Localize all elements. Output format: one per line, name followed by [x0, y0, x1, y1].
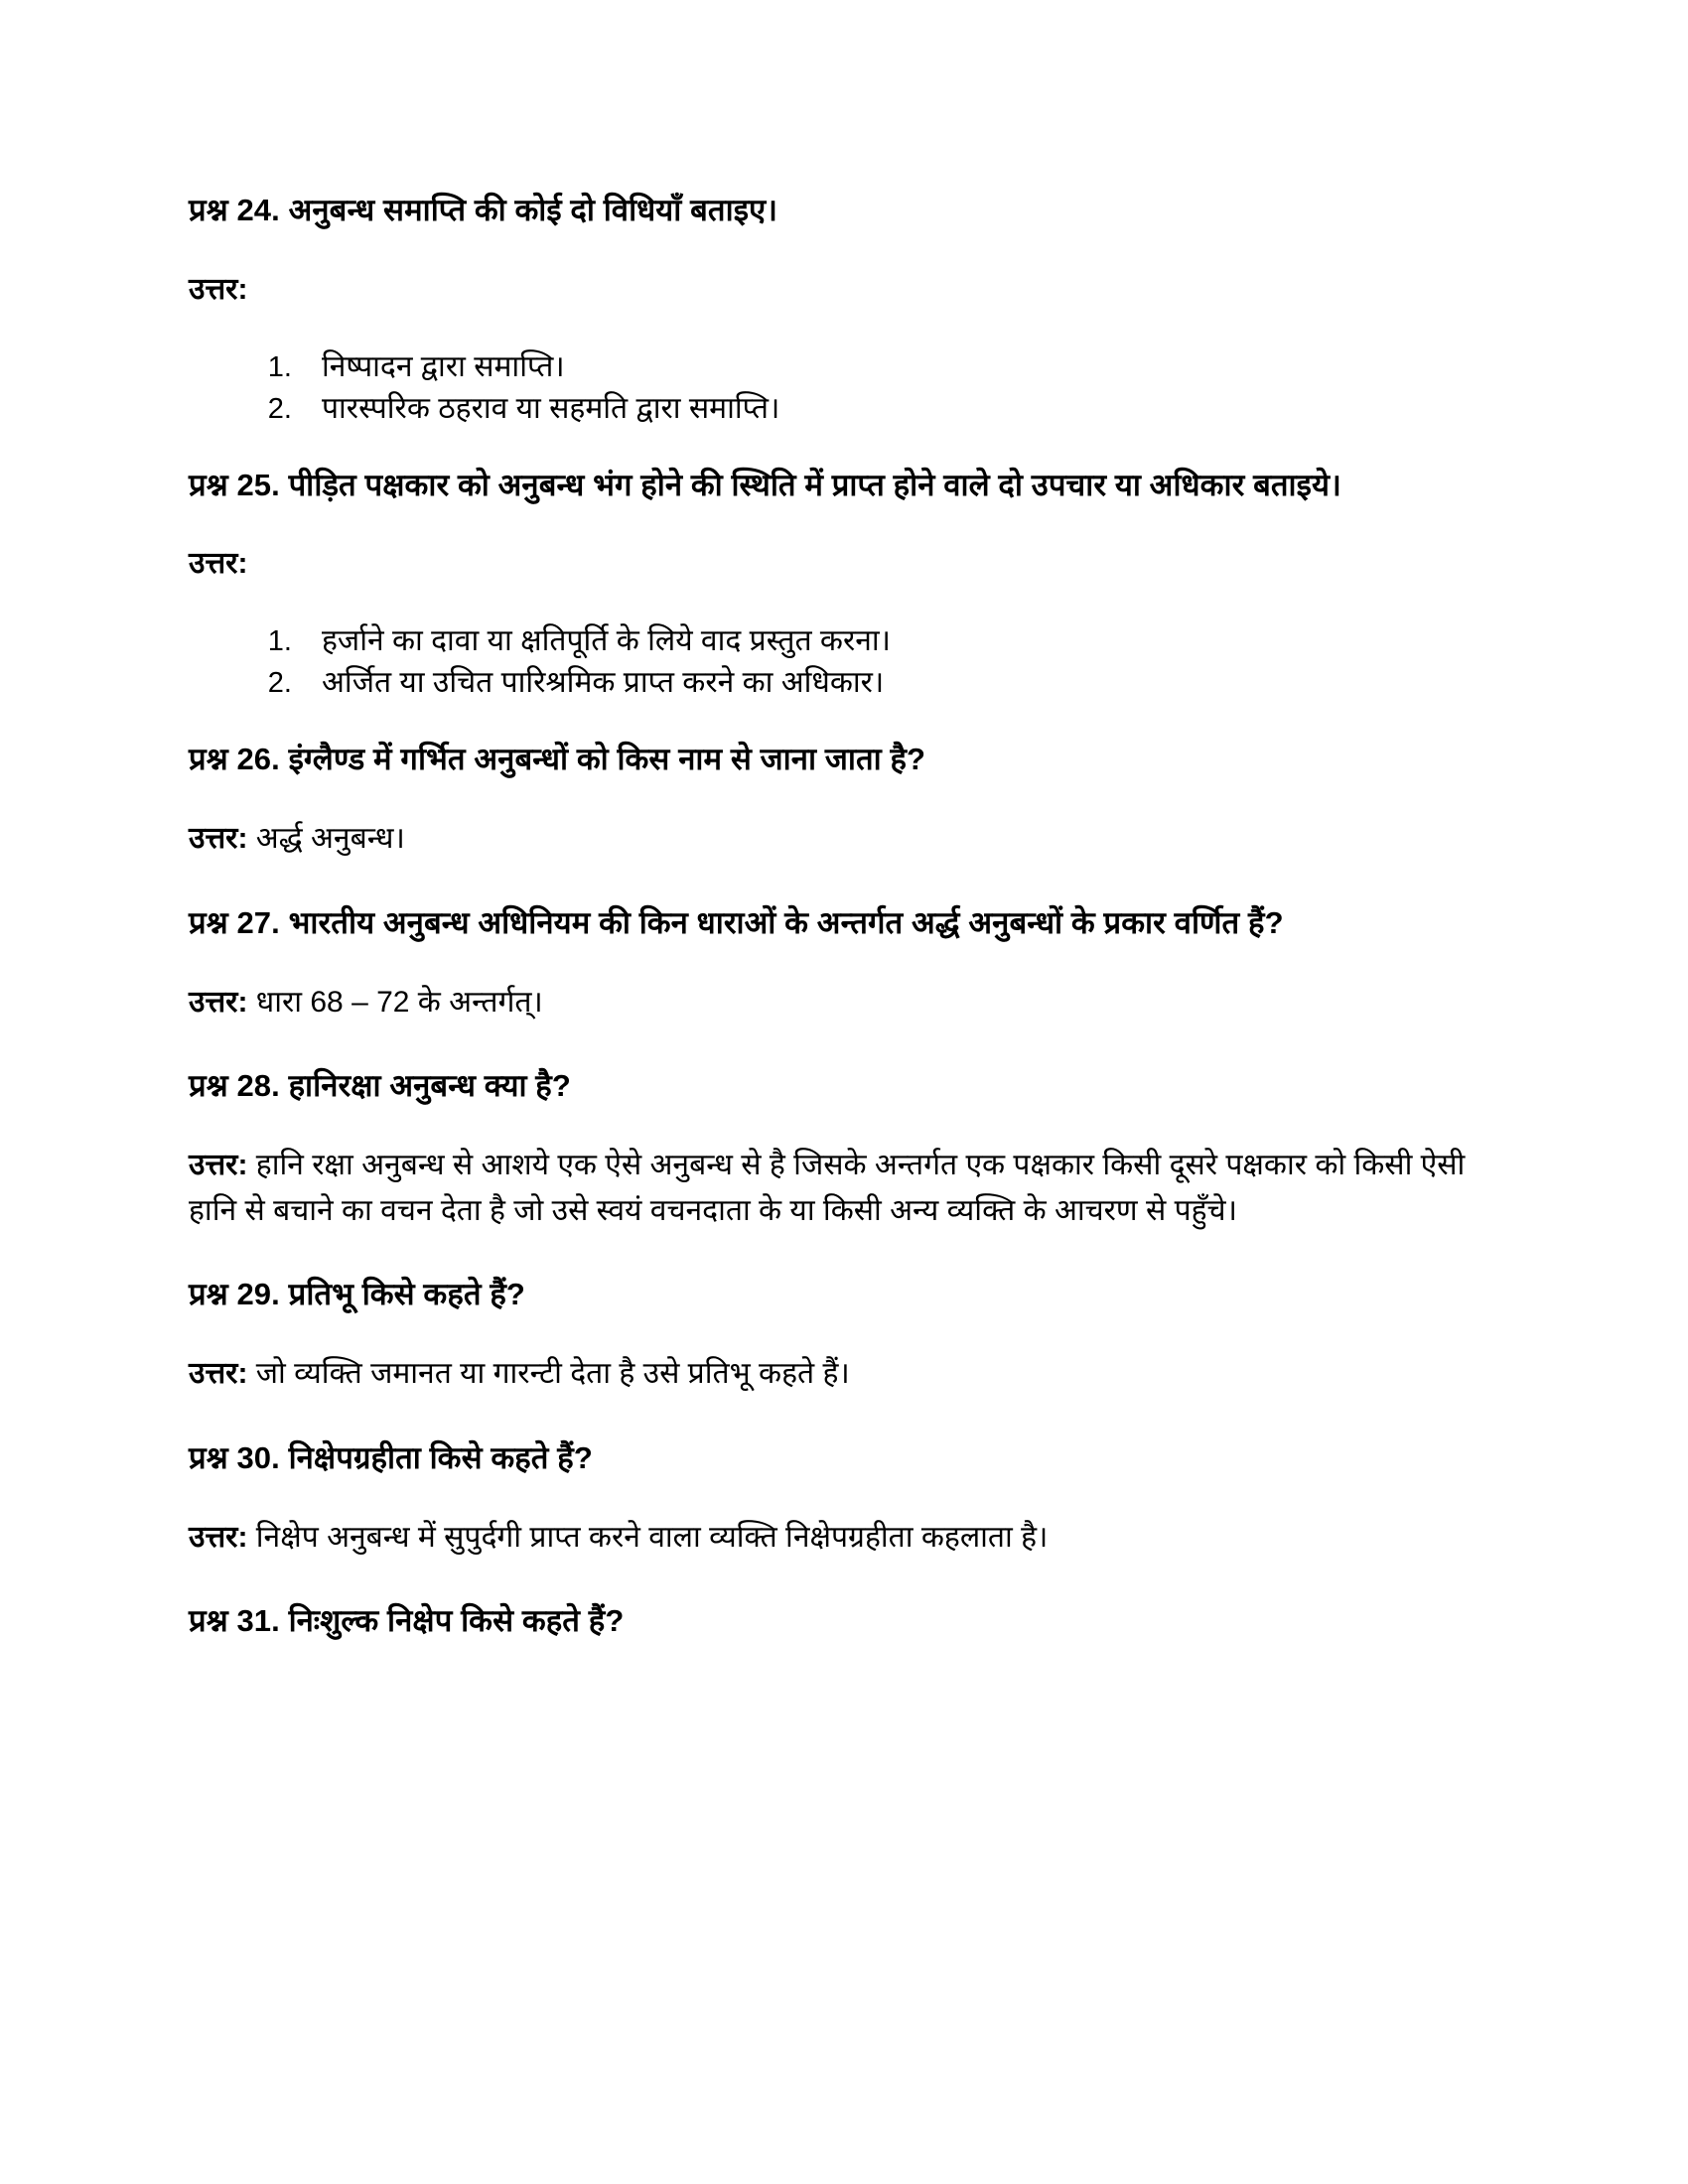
- qa-block-31: [189, 1599, 1499, 1644]
- answer-text-line: [189, 1351, 1499, 1397]
- answer-label-line: [189, 267, 1499, 313]
- list-item: 2. पारस्परिक ठहराव या सहमति द्वारा समाप्ति।: [300, 388, 1499, 430]
- answer-label: उत्तर:: [189, 272, 248, 306]
- answer-body: निक्षेप अनुबन्ध में सुपुर्दगी प्राप्त करने वाला व्यक्ति निक्षेपग्रहीता कहलाता है।: [255, 1520, 1049, 1554]
- answer-label: उत्तर:: [189, 547, 248, 581]
- qa-block-24: [189, 189, 1499, 430]
- answer-list: [189, 346, 1499, 430]
- qa-block-27: [189, 901, 1499, 1025]
- question-heading: प्रश्न 31. निःशुल्क निक्षेप किसे कहते हैं?: [189, 1603, 625, 1639]
- question-heading: प्रश्न 27. भारतीय अनुबन्ध अधिनियम की किन धाराओं के अन्तर्गत अर्द्ध अनुबन्धों के प्रकार वर्णित हैं?: [189, 904, 1284, 940]
- answer-label: उत्तर:: [189, 822, 248, 855]
- qa-block-25: [189, 464, 1499, 705]
- answer-text-line: [189, 980, 1499, 1025]
- document-content: [189, 189, 1499, 1644]
- question-heading: प्रश्न 28. हानिरक्षा अनुबन्ध क्या है?: [189, 1068, 571, 1104]
- qa-block-29: [189, 1273, 1499, 1397]
- answer-label: उत्तर:: [189, 1149, 248, 1182]
- answer-body: अर्द्ध अनुबन्ध।: [255, 822, 405, 855]
- answer-text-line: [189, 1515, 1499, 1561]
- answer-body: हानि रक्षा अनुबन्ध से आशये एक ऐसे अनुबन्ध से है जिसके अन्तर्गत एक पक्षकार किसी दूसरे पक्षकार को किसी ऐसी हानि से बचाने का वचन देता है जो उसे स्वयं वचनदाता के या किसी अन्य व्यक्ति के आचरण से पहुँचे।: [189, 1149, 1466, 1227]
- question-heading: प्रश्न 25. पीड़ित पक्षकार को अनुबन्ध भंग होने की स्थिति में प्राप्त होने वाले दो उपचार या अधिकार बताइये।: [189, 467, 1341, 502]
- answer-label: उत्तर:: [189, 1357, 248, 1391]
- answer-body: धारा 68 – 72 के अन्तर्गत्।: [255, 985, 543, 1019]
- qa-block-26: [189, 738, 1499, 862]
- answer-text-line: [189, 816, 1499, 862]
- qa-block-28: [189, 1064, 1499, 1233]
- list-item: 2. अर्जित या उचित पारिश्रमिक प्राप्त करने का अधिकार।: [300, 662, 1499, 704]
- question-heading: प्रश्न 26. इंग्लैण्ड में गर्भित अनुबन्धों को किस नाम से जाना जाता है?: [189, 742, 926, 777]
- question-heading: प्रश्न 29. प्रतिभू किसे कहते हैं?: [189, 1277, 525, 1312]
- answer-list: [189, 620, 1499, 704]
- answer-label: उत्तर:: [189, 1520, 248, 1554]
- qa-block-30: [189, 1436, 1499, 1561]
- answer-body: जो व्यक्ति जमानत या गारन्टी देता है उसे प्रतिभू कहते हैं।: [255, 1357, 850, 1391]
- list-item: 1. निष्पादन द्वारा समाप्ति।: [300, 346, 1499, 388]
- list-item: 1. हर्जाने का दावा या क्षतिपूर्ति के लिये वाद प्रस्तुत करना।: [300, 620, 1499, 662]
- answer-text-line: [189, 1143, 1499, 1233]
- answer-label: उत्तर:: [189, 985, 248, 1019]
- question-heading: प्रश्न 30. निक्षेपग्रहीता किसे कहते हैं?: [189, 1439, 593, 1475]
- answer-label-line: [189, 541, 1499, 587]
- question-heading: प्रश्न 24. अनुबन्ध समाप्ति की कोई दो विधियाँ बताइए।: [189, 193, 778, 227]
